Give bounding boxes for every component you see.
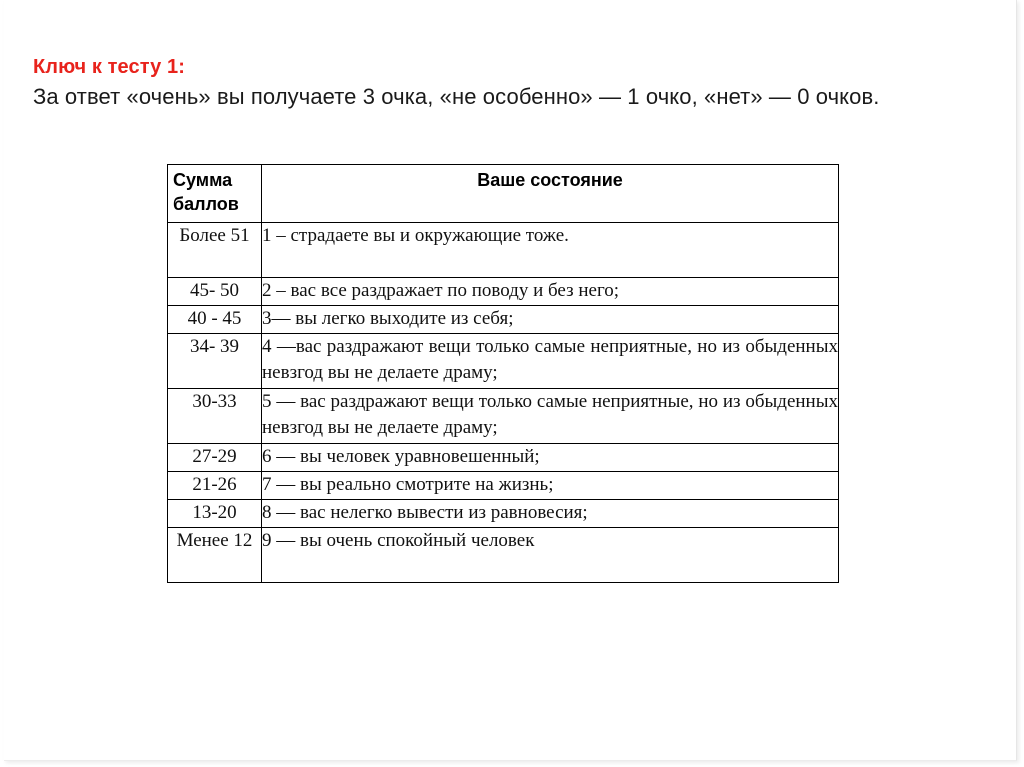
state-cell: 4 —вас раздражают вещи только самые неприятные, но из обыденных невзгод вы не делаете драму; (262, 334, 839, 389)
table-row (168, 528, 839, 583)
score-cell: 30-33 (168, 389, 262, 444)
state-cell: 6 — вы человек уравновешенный; (262, 444, 839, 472)
state-cell: 2 – вас все раздражает по поводу и без него; (262, 278, 839, 306)
score-cell: 13-20 (168, 500, 262, 528)
slide (4, 0, 1017, 761)
table-header-row (168, 165, 839, 223)
score-interpretation-table (167, 164, 839, 583)
state-cell: 7 — вы реально смотрите на жизнь; (262, 472, 839, 500)
table-row (168, 278, 839, 306)
table-row (168, 306, 839, 334)
score-cell: Менее 12 (168, 528, 262, 583)
state-column-header: Ваше состояние (262, 165, 839, 223)
state-cell: 3— вы легко выходите из себя; (262, 306, 839, 334)
table-row (168, 389, 839, 444)
state-cell: 8 — вас нелегко вывести из равновесия; (262, 500, 839, 528)
table-row (168, 444, 839, 472)
test-key-title: Ключ к тесту 1: (33, 56, 185, 78)
table-row (168, 500, 839, 528)
score-cell: Более 51 (168, 223, 262, 278)
score-cell: 21-26 (168, 472, 262, 500)
score-cell: 27-29 (168, 444, 262, 472)
table-row (168, 334, 839, 389)
score-cell: 34- 39 (168, 334, 262, 389)
state-cell: 1 – страдаете вы и окружающие тоже. (262, 223, 839, 278)
state-cell: 5 — вас раздражают вещи только самые неприятные, но из обыденных невзгод вы не делаете драму; (262, 389, 839, 444)
scoring-instructions: За ответ «очень» вы получаете 3 очка, «не особенно» — 1 очко, «нет» — 0 очков. (33, 84, 880, 109)
table-row (168, 472, 839, 500)
score-cell: 40 - 45 (168, 306, 262, 334)
state-cell: 9 — вы очень спокойный человек (262, 528, 839, 583)
score-column-header: Сумма баллов (168, 165, 262, 223)
score-cell: 45- 50 (168, 278, 262, 306)
table-row (168, 223, 839, 278)
